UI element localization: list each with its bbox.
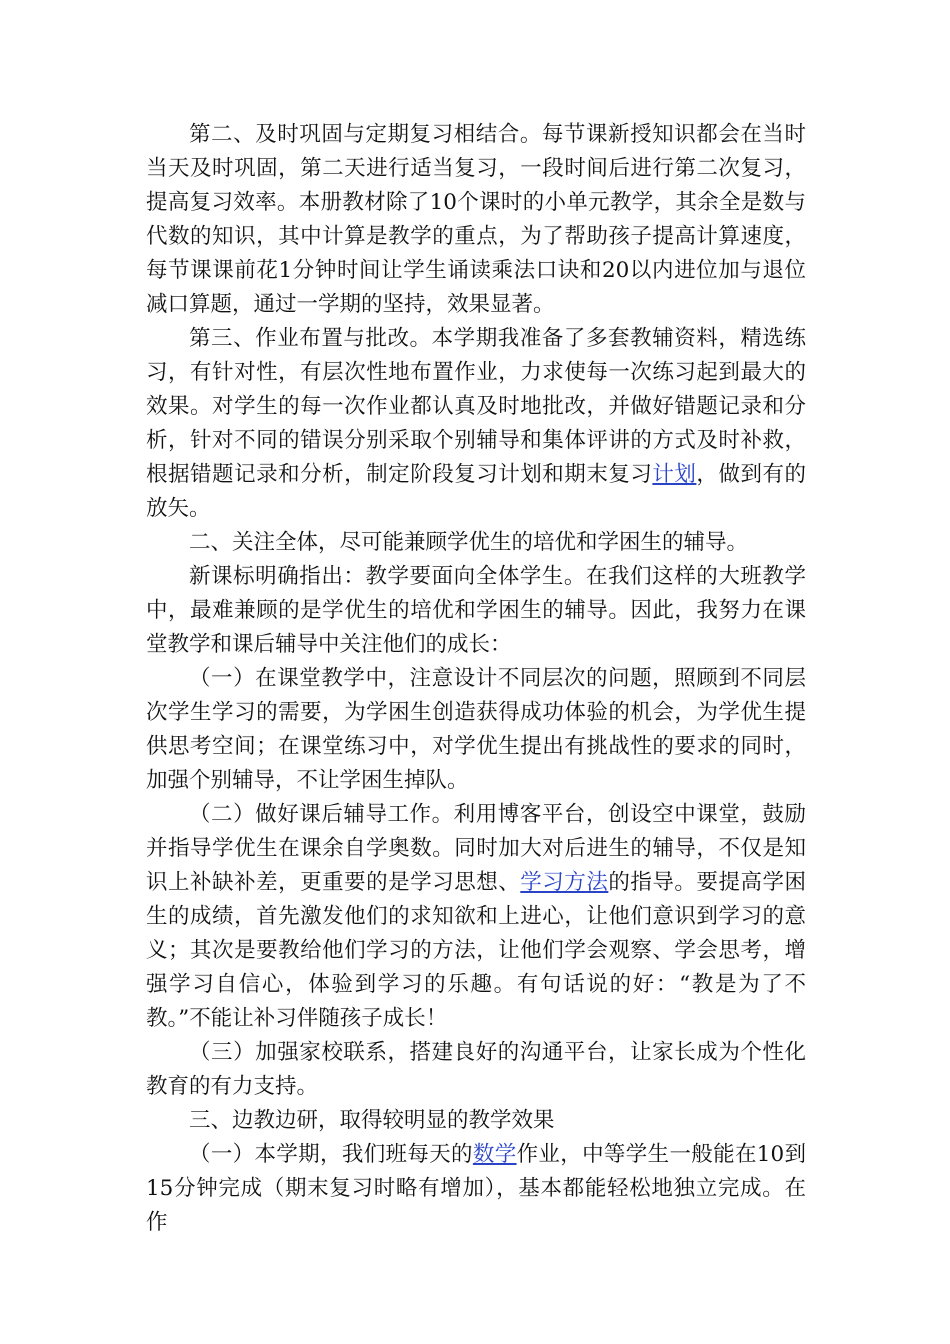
link-plan[interactable]: 计划 — [652, 462, 697, 487]
paragraph-math-homework — [146, 1138, 806, 1240]
paragraph-home-school — [146, 1036, 806, 1104]
paragraph-classroom — [146, 662, 806, 798]
paragraph-text: （二）做好课后辅导工作。利用博客平台，创设空中课堂，鼓励并指导学优生在课余自学奥数。同时加大对后进生的辅导，不仅是知识上补缺补差，更重要的是学习思想、 — [146, 802, 806, 895]
paragraph-text: 第二、及时巩固与定期复习相结合。每节课新授知识都会在当时当天及时巩固，第二天进行适当复习，一段时间后进行第二次复习，提高复习效率。本册教材除了10个课时的小单元教学，其余全是数与代数的知识，其中计算是教学的重点，为了帮助孩子提高计算速度，每节课课前花1分钟时间让学生诵读乘法口诀和20以内进位加与退位减口算题，通过一学期的坚持，效果显著。 — [146, 122, 806, 317]
paragraph-text: 作业，中等学生一般能在10到15分钟完成（期末复习时略有增加），基本都能轻松地独立完成。在作 — [146, 1142, 806, 1235]
heading-section-two — [146, 526, 806, 560]
paragraph-text: （一）在课堂教学中，注意设计不同层次的问题，照顾到不同层次学生学习的需要，为学困生创造获得成功体验的机会，为学优生提供思考空间；在课堂练习中，对学优生提出有挑战性的要求的同时，加强个别辅导，不让学困生掉队。 — [146, 666, 806, 793]
paragraph-after-class — [146, 798, 806, 1036]
link-math[interactable]: 数学 — [472, 1142, 517, 1167]
section-heading: 二、关注全体，尽可能兼顾学优生的培优和学困生的辅导。 — [189, 530, 749, 555]
paragraph-text: 的指导。要提高学困生的成绩，首先激发他们的求知欲和上进心，让他们意识到学习的意义；其次是要教给他们学习的方法，让他们学会观察、学会思考，增强学习自信心，体验到学习的乐趣。有句话说的好：“教是为了不教。”不能让补习伴随孩子成长！ — [146, 870, 806, 1031]
section-heading: 三、边教边研，取得较明显的教学效果 — [189, 1108, 555, 1133]
paragraph-text: 新课标明确指出：教学要面向全体学生。在我们这样的大班教学中，最难兼顾的是学优生的培优和学困生的辅导。因此，我努力在课堂教学和课后辅导中关注他们的成长： — [146, 564, 806, 657]
document-body — [146, 118, 806, 1240]
paragraph-review — [146, 118, 806, 322]
link-study-method[interactable]: 学习方法 — [520, 870, 609, 895]
paragraph-homework — [146, 322, 806, 526]
paragraph-text: 第三、作业布置与批改。本学期我准备了多套教辅资料，精选练习，有针对性，有层次性地布置作业，力求使每一次练习起到最大的效果。对学生的每一次作业都认真及时地批改，并做好错题记录和分析，针对不同的错误分别采取个别辅导和集体评讲的方式及时补救，根据错题记录和分析，制定阶段复习计划和期末复习 — [146, 326, 806, 487]
paragraph-text: （一）本学期，我们班每天的 — [189, 1142, 473, 1167]
paragraph-text: ，做到有的放矢。 — [146, 462, 806, 521]
paragraph-text: （三）加强家校联系，搭建良好的沟通平台，让家长成为个性化教育的有力支持。 — [146, 1040, 806, 1099]
heading-section-three — [146, 1104, 806, 1138]
paragraph-new-standard — [146, 560, 806, 662]
